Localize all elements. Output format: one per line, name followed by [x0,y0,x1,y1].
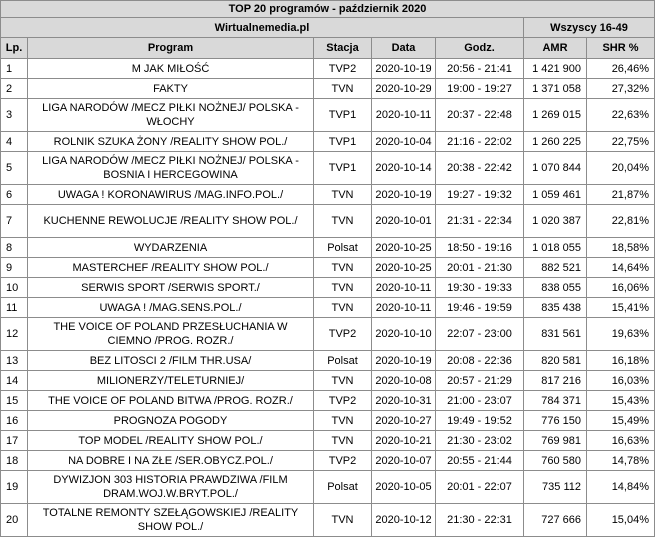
cell-program: PROGNOZA POGODY [28,411,314,431]
table-row [1,351,655,371]
cell-date: 2020-10-12 [372,504,436,537]
cell-shr: 21,87% [587,185,655,205]
table-row [1,185,655,205]
cell-lp: 11 [1,298,28,318]
cell-station: Polsat [314,351,372,371]
cell-station: TVN [314,298,372,318]
cell-lp: 9 [1,258,28,278]
cell-time: 20:01 - 22:07 [436,471,524,504]
table-row [1,411,655,431]
cell-date: 2020-10-07 [372,451,436,471]
cell-program: KUCHENNE REWOLUCJE /REALITY SHOW POL./ [28,205,314,238]
cell-lp: 5 [1,152,28,185]
cell-station: TVP1 [314,152,372,185]
cell-program: WYDARZENIA [28,238,314,258]
cell-shr: 16,63% [587,431,655,451]
cell-lp: 6 [1,185,28,205]
cell-amr: 820 581 [524,351,587,371]
cell-amr: 776 150 [524,411,587,431]
cell-amr: 1 260 225 [524,132,587,152]
cell-shr: 16,03% [587,371,655,391]
cell-shr: 16,06% [587,278,655,298]
cell-program: TOTALNE REMONTY SZEŁĄGOWSKIEJ /REALITY SHOW POL./ [28,504,314,537]
table-row [1,471,655,504]
cell-time: 21:16 - 22:02 [436,132,524,152]
source-label: Wirtualnemedia.pl [1,18,524,38]
cell-date: 2020-10-21 [372,431,436,451]
table-row [1,238,655,258]
cell-amr: 1 020 387 [524,205,587,238]
cell-lp: 14 [1,371,28,391]
cell-lp: 1 [1,59,28,79]
cell-program: DYWIZJON 303 HISTORIA PRAWDZIWA /FILM DRAM.WOJ.W.BRYT.POL./ [28,471,314,504]
cell-program: MILIONERZY/TELETURNIEJ/ [28,371,314,391]
cell-station: TVP2 [314,318,372,351]
cell-shr: 16,18% [587,351,655,371]
cell-lp: 2 [1,79,28,99]
cell-lp: 12 [1,318,28,351]
cell-time: 19:00 - 19:27 [436,79,524,99]
cell-lp: 20 [1,504,28,537]
cell-lp: 15 [1,391,28,411]
cell-amr: 1 421 900 [524,59,587,79]
cell-amr: 838 055 [524,278,587,298]
cell-amr: 1 059 461 [524,185,587,205]
cell-shr: 20,04% [587,152,655,185]
cell-time: 20:55 - 21:44 [436,451,524,471]
col-header-shr: SHR % [587,38,655,59]
cell-lp: 16 [1,411,28,431]
cell-program: THE VOICE OF POLAND BITWA /PROG. ROZR./ [28,391,314,411]
cell-program: M JAK MIŁOŚĆ [28,59,314,79]
cell-program: MASTERCHEF /REALITY SHOW POL./ [28,258,314,278]
cell-amr: 882 521 [524,258,587,278]
cell-amr: 1 269 015 [524,99,587,132]
cell-shr: 22,81% [587,205,655,238]
table-row [1,258,655,278]
cell-lp: 18 [1,451,28,471]
target-group-label: Wszyscy 16-49 [524,18,655,38]
cell-date: 2020-10-14 [372,152,436,185]
cell-program: UWAGA ! /MAG.SENS.POL./ [28,298,314,318]
cell-time: 20:56 - 21:41 [436,59,524,79]
cell-date: 2020-10-05 [372,471,436,504]
cell-date: 2020-10-25 [372,238,436,258]
cell-lp: 7 [1,205,28,238]
cell-program: THE VOICE OF POLAND PRZESŁUCHANIA W CIEMNO /PROG. ROZR./ [28,318,314,351]
table-row [1,205,655,238]
cell-date: 2020-10-29 [372,79,436,99]
cell-time: 21:00 - 23:07 [436,391,524,411]
cell-shr: 15,43% [587,391,655,411]
table-row [1,152,655,185]
col-header-date: Data [372,38,436,59]
cell-station: TVP1 [314,99,372,132]
cell-shr: 22,75% [587,132,655,152]
cell-shr: 15,49% [587,411,655,431]
table-row [1,79,655,99]
cell-station: TVP2 [314,59,372,79]
cell-time: 19:46 - 19:59 [436,298,524,318]
cell-time: 19:27 - 19:32 [436,185,524,205]
cell-time: 18:50 - 19:16 [436,238,524,258]
cell-time: 21:30 - 23:02 [436,431,524,451]
cell-amr: 784 371 [524,391,587,411]
cell-date: 2020-10-19 [372,185,436,205]
cell-station: TVN [314,185,372,205]
cell-lp: 10 [1,278,28,298]
cell-lp: 8 [1,238,28,258]
cell-station: Polsat [314,471,372,504]
col-header-lp: Lp. [1,38,28,59]
table-row [1,59,655,79]
cell-time: 19:30 - 19:33 [436,278,524,298]
table-row [1,278,655,298]
cell-date: 2020-10-01 [372,205,436,238]
cell-amr: 831 561 [524,318,587,351]
cell-shr: 18,58% [587,238,655,258]
table-row [1,451,655,471]
cell-time: 20:57 - 21:29 [436,371,524,391]
cell-shr: 26,46% [587,59,655,79]
cell-time: 21:30 - 22:31 [436,504,524,537]
cell-lp: 17 [1,431,28,451]
cell-amr: 817 216 [524,371,587,391]
cell-station: TVP2 [314,451,372,471]
cell-shr: 27,32% [587,79,655,99]
cell-program: UWAGA ! KORONAWIRUS /MAG.INFO.POL./ [28,185,314,205]
cell-program: BEZ LITOSCI 2 /FILM THR.USA/ [28,351,314,371]
cell-station: TVN [314,411,372,431]
cell-amr: 1 070 844 [524,152,587,185]
cell-amr: 735 112 [524,471,587,504]
table-row [1,431,655,451]
cell-station: Polsat [314,238,372,258]
cell-shr: 14,78% [587,451,655,471]
table-row [1,99,655,132]
cell-time: 20:08 - 22:36 [436,351,524,371]
cell-station: TVN [314,431,372,451]
cell-lp: 4 [1,132,28,152]
cell-shr: 19,63% [587,318,655,351]
cell-time: 20:37 - 22:48 [436,99,524,132]
cell-program: FAKTY [28,79,314,99]
cell-time: 20:01 - 21:30 [436,258,524,278]
cell-date: 2020-10-10 [372,318,436,351]
cell-shr: 15,04% [587,504,655,537]
cell-date: 2020-10-19 [372,351,436,371]
cell-date: 2020-10-19 [372,59,436,79]
cell-lp: 3 [1,99,28,132]
cell-program: LIGA NARODÓW /MECZ PIŁKI NOŻNEJ/ POLSKA - WŁOCHY [28,99,314,132]
table-row [1,371,655,391]
cell-station: TVN [314,79,372,99]
table-row [1,318,655,351]
cell-date: 2020-10-11 [372,99,436,132]
cell-program: TOP MODEL /REALITY SHOW POL./ [28,431,314,451]
cell-amr: 769 981 [524,431,587,451]
cell-shr: 14,84% [587,471,655,504]
cell-station: TVP2 [314,391,372,411]
col-header-amr: AMR [524,38,587,59]
cell-shr: 14,64% [587,258,655,278]
cell-program: LIGA NARODÓW /MECZ PIŁKI NOŻNEJ/ POLSKA - BOSNIA I HERCEGOWINA [28,152,314,185]
cell-station: TVN [314,205,372,238]
cell-amr: 760 580 [524,451,587,471]
cell-program: ROLNIK SZUKA ŻONY /REALITY SHOW POL./ [28,132,314,152]
col-header-station: Stacja [314,38,372,59]
cell-program: NA DOBRE I NA ZŁE /SER.OBYCZ.POL./ [28,451,314,471]
cell-date: 2020-10-11 [372,298,436,318]
col-header-time: Godz. [436,38,524,59]
cell-date: 2020-10-08 [372,371,436,391]
cell-amr: 1 371 058 [524,79,587,99]
cell-time: 22:07 - 23:00 [436,318,524,351]
cell-time: 20:38 - 22:42 [436,152,524,185]
cell-amr: 727 666 [524,504,587,537]
cell-shr: 15,41% [587,298,655,318]
cell-date: 2020-10-31 [372,391,436,411]
table-row [1,391,655,411]
cell-program: SERWIS SPORT /SERWIS SPORT./ [28,278,314,298]
cell-date: 2020-10-04 [372,132,436,152]
cell-date: 2020-10-11 [372,278,436,298]
cell-time: 21:31 - 22:34 [436,205,524,238]
cell-amr: 1 018 055 [524,238,587,258]
cell-station: TVN [314,371,372,391]
cell-station: TVP1 [314,132,372,152]
cell-station: TVN [314,258,372,278]
cell-lp: 13 [1,351,28,371]
cell-time: 19:49 - 19:52 [436,411,524,431]
table-row [1,504,655,537]
col-header-program: Program [28,38,314,59]
table-row [1,298,655,318]
cell-date: 2020-10-25 [372,258,436,278]
cell-date: 2020-10-27 [372,411,436,431]
cell-amr: 835 438 [524,298,587,318]
cell-lp: 19 [1,471,28,504]
table-row [1,132,655,152]
cell-shr: 22,63% [587,99,655,132]
cell-station: TVN [314,504,372,537]
cell-station: TVN [314,278,372,298]
table-title: TOP 20 programów - październik 2020 [1,1,655,18]
